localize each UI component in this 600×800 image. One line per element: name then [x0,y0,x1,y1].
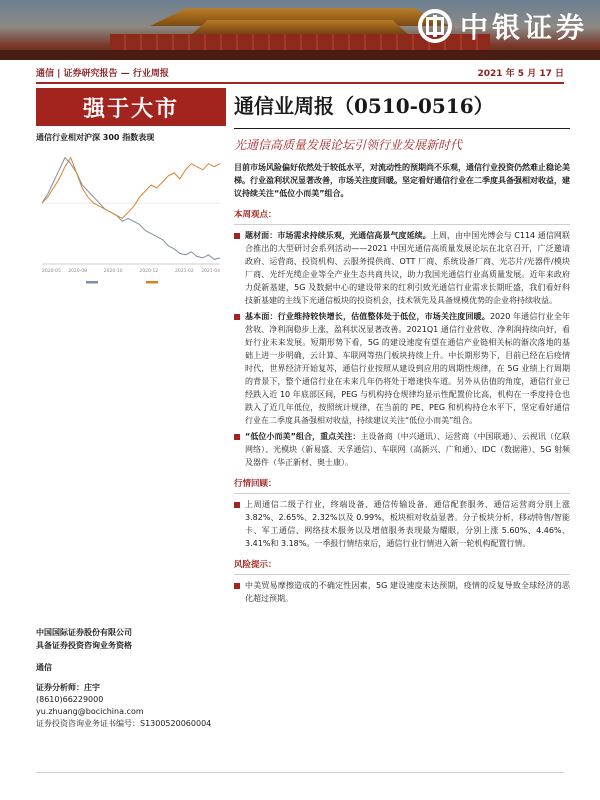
bullet-lead: 基本面：行业维持较快增长，估值整体处于低位，市场关注度回暖。 [245,312,490,321]
chart-series-line-1 [42,158,220,219]
bullet-text [245,430,570,469]
square-bullet-icon [234,434,240,440]
analyst-name: 证券分析师：庄宇 [36,683,100,692]
report-sections [234,209,570,605]
chart-x-tick-label: 2021-02 [174,269,194,274]
relative-performance-chart [36,144,226,294]
chart-legend-swatch-1 [146,281,158,284]
bullet-body: 上周通信二级子行业，终端设备、通信传输设备、通信配套服务、通信运营商分别上涨 3.82%、2.65%、2.32%以及 0.99%，板块相对收益显著。分子板块分析，移动特售/智能卡、军工通信、网络技术服务以及增值服务表现最为耀眼，分别上涨 5.60%、4.46%、3.41%和 3.18%。一季报行情结束后，通信行业行情进入新一轮机构配置行情。 [245,500,570,548]
broker-qualification: 具备证券投资咨询业务资格 [36,641,132,650]
bullet-item [234,310,570,427]
rating-badge: 强于大市 [36,88,226,126]
bullet-text [245,310,570,427]
brand-name: 中银证券 [459,11,588,44]
bullet-lead: “低位小而美”组合，重点关注： [245,432,361,441]
title-divider [234,128,570,129]
boc-coin-icon [418,9,452,43]
report-category: 通信 | 证券研究报告 — 行业周报 [36,68,169,79]
analyst-license: 证券投资咨询业务证书编号：S1300520060004 [36,719,212,728]
header-divider [36,82,564,84]
bullet-item [234,579,570,605]
square-bullet-icon [234,583,240,589]
bullet-lead: 题材面：市场需求持续乐观，光通信高景气度延续。 [245,231,431,240]
section-divider [234,224,570,225]
header-banner [0,0,600,60]
bullet-text [245,498,570,550]
bullet-body: 主设备商（中兴通讯）、运营商（中国联通）、云视讯（亿联网络）、光模块（新易盛、天孚通信）、车联网（高新兴、广和通）、IDC（数据港）、5G 射频及器件（华正新材、奥士康）。 [245,432,571,467]
palace-ground-image [0,50,600,60]
broker-info [36,626,226,652]
section-divider [234,574,570,575]
section-heading: 风险提示： [234,560,277,570]
square-bullet-icon [234,314,240,320]
chart-x-tick-label: 2020-10 [103,269,123,274]
section-divider [234,493,570,494]
footer-divider [36,772,564,773]
brand-logo [418,6,588,46]
bullet-item [234,229,570,307]
bullet-body: 2020 年通信行业全年营收、净利润稳步上涨，盈利状况显著改善。2021Q1 通信行业营收、净利润持续向好，看好行业未来发展。短期形势下看，5G 的建设速度有望在通信产业链相关标的渐次落地的基础上进一步明确，云计算、车联网等热门板块持续上升。中长期形势下，目前已经在后疫情时代，世界经济开始复苏，通信行业按照从建设到应用的周期性规律，在 5G 业绩上行周期的背景下，整个通信行业在未来几年仍将处于增速快车道。另外从估值的角度，通信行业已经跌入近 10 年底部区间，PEG 与机构持仓规律均显示性配置价比高，机构在一季度持仓也跌入了近几年低位，按照统计规律，在当前的 PE、PEG 和机构持仓水平下，坚定看好通信行业在二季度具备强相对收益，持续建议关注“低位小而美”组合。 [245,312,570,425]
chart-x-tick-label: 2020-05 [42,269,61,274]
broker-name: 中国国际证券股份有限公司 [36,628,132,637]
report-meta-bar [36,64,564,80]
square-bullet-icon [234,502,240,508]
section-heading: 行情回顾： [234,479,277,489]
bullet-body: 中美贸易摩擦造成的不确定性因素，5G 建设速度未达预期，疫情的反复导致全球经济的恶化超过预期。 [245,581,570,603]
chart-title: 通信行业相对沪深 300 指数表现 [36,133,155,142]
chart-svg [36,144,226,294]
bullet-item [234,498,570,550]
report-subtitle: 光通信高质量发展论坛引领行业发展新时代 [234,138,463,152]
report-body [234,86,570,605]
chart-series-line-0 [42,158,220,260]
analyst-block [36,682,226,730]
bullet-body: 上周，由中国光博会与 C114 通信网联合推出的大型研讨会系列活动——2021 中国光通信高质量发展论坛在北京召开，广泛邀请政府、运营商、投资机构、云服务提供商、OTT 厂商、系统设备厂商、光芯片/光器件/模块厂商、光纤光缆企业等全产业生态共商共议，助力我国光通信行业高质量发展。近年来政府力促新基建，5G 及数据中心的建设带来的红利引致光通信行业需求长期旺盛，我们看好科技新基建的主线下光通信板块的投资机会，技术领先及具备规模优势的企业将持续收益。 [245,231,570,305]
analyst-phone: (8610)66229000 [36,695,104,704]
report-title: 通信业周报（0510-0516） [234,94,494,118]
analyst-email[interactable]: yu.zhuang@bocichina.com [36,707,144,716]
chart-x-tick-label: 2020-08 [68,269,88,274]
industry-label: 通信 [36,663,52,672]
chart-x-tick-label: 2020-12 [139,269,159,274]
bullet-text [245,579,570,605]
bullet-item [234,430,570,469]
report-summary: 目前市场风险偏好依然处于较低水平，对流动性的预期尚不乐观，通信行业投资仍然难止稳论美梯。行业盈利状况显著改善，市场关注度回暖。坚定看好通信行业在二季度具备强相对收益，建议持续关注“低位小而美”组合。 [234,163,570,198]
section-heading: 本周观点： [234,210,277,220]
report-date: 2021 年 5 月 17 日 [477,68,564,79]
chart-x-tick-label: 2021-04 [201,269,220,274]
square-bullet-icon [234,233,240,239]
chart-legend-swatch-0 [86,281,98,284]
bullet-text [245,229,570,307]
